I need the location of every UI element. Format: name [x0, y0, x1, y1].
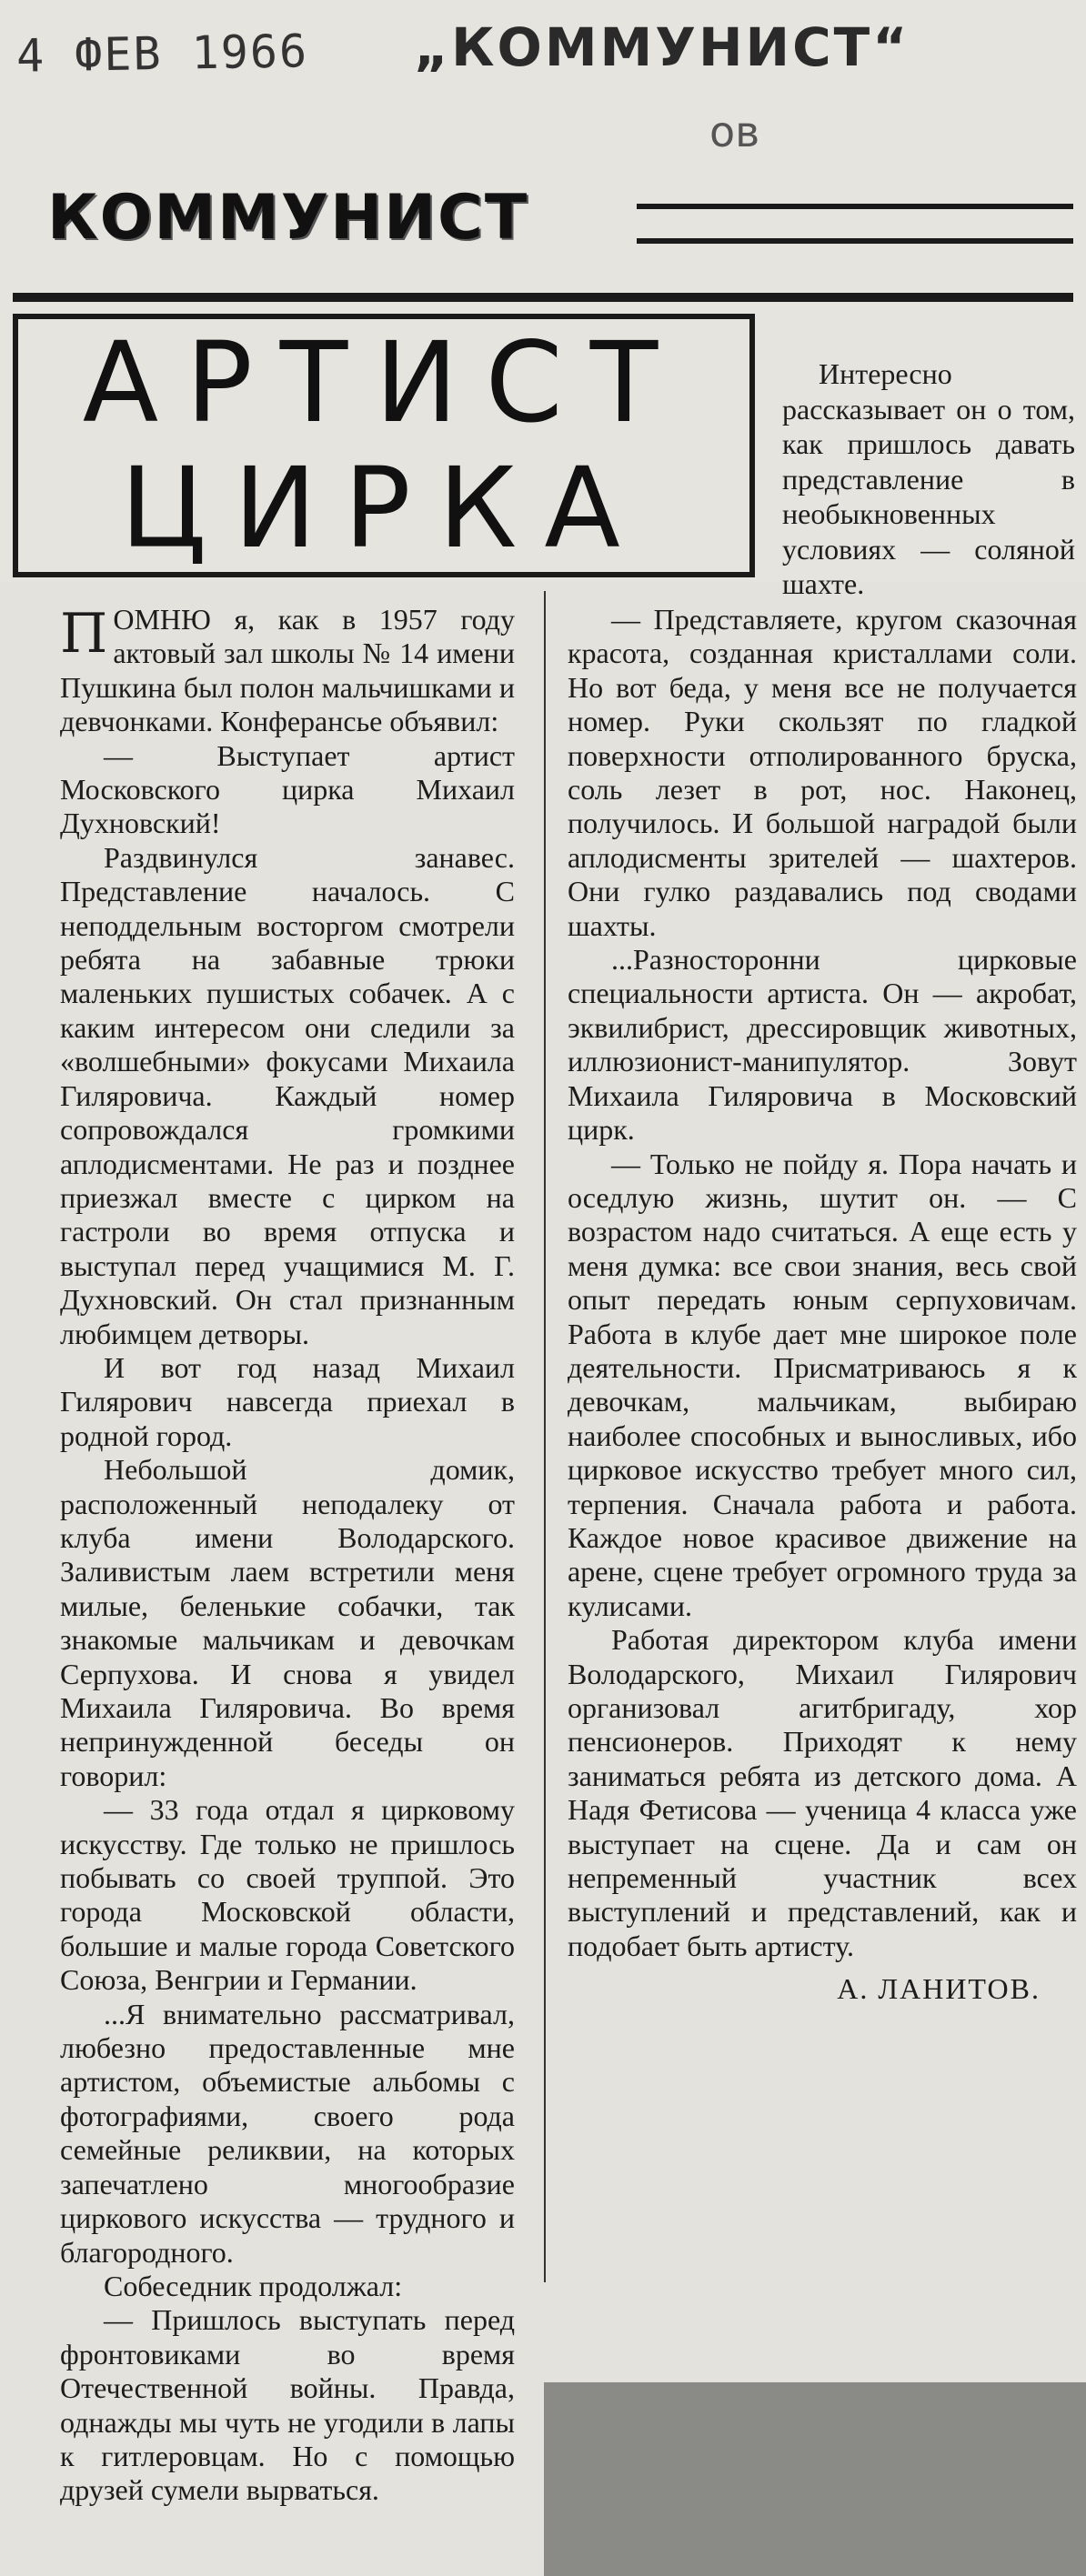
paragraph: И вот год назад Михаил Гилярович навсегда приехал в родной город. — [60, 1350, 515, 1452]
drop-cap: П — [60, 602, 108, 666]
lead-paragraph: Интересно рассказывает он о том, как пришлось давать представление в необыкновенных условиях — соляной шахте. — [782, 357, 1075, 600]
paragraph: Собеседник продолжал: — [104, 2269, 403, 2302]
paragraph: ...Я внимательно рассматривал, любезно предоставленные мне артистом, объемистые альбомы с фотографиями, своего рода семейные реликвии, на которых запечатлено многообразие циркового искусства — трудного и благородного. — [60, 1997, 515, 2269]
header-divider — [13, 293, 1073, 302]
paragraph: — Представляете, кругом сказочная красота, созданная кристаллами соли. Но вот беда, у меня все не получается номер. Руки скользят по гладкой поверхности отполированного бруска, соль лезет в рот, нос. Наконец, получилось. И большой наградой были аплодисменты зрителей — шахтеров. Они гулко раздавались под сводами шахты. — [568, 603, 1077, 942]
date-stamp: 4 ФЕВ 1966 — [15, 25, 309, 83]
paragraph: — Выступает артист Московского цирка Михаил Духновский! — [60, 738, 515, 840]
article-left-column — [60, 603, 515, 2508]
paragraph — [60, 603, 515, 739]
newspaper-name-stamp: „КОММУНИСТ“ — [414, 16, 910, 78]
city-stamp: ов — [709, 107, 760, 156]
headline-line-2: ЦИРКА — [120, 444, 648, 573]
author-signature: А. ЛАНИТОВ. — [837, 1972, 1041, 2006]
paragraph: Небольшой домик, расположенный неподалеку от клуба имени Володарского. Заливистым лаем встретили меня милые, беленькие собачки, так знакомые мальчикам и девочкам Серпухова. И снова я увидел Михаила Гиляровича. Во время непринужденной беседы он говорил: — [60, 1453, 515, 1792]
paragraph: — Пришлось выступать перед фронтовиками во время Отечественной войны. Правда, однажды мы чуть не угодили в лапы к гитлеровцам. Но с помощью друзей сумели вырваться. — [60, 2303, 515, 2507]
paragraph: ...Разносторонни цирковые специальности артиста. Он — акробат, эквилибрист, дрессировщик животных, иллюзионист-манипулятор. Зовут Михаила Гиляровича в Московский цирк. — [568, 943, 1077, 1147]
masthead-rule-top — [637, 204, 1073, 209]
paragraph: — 33 года отдал я цирковому искусству. Где только не пришлось побывать со своей труппой. Это города Московской области, большие и малые города Советского Союза, Венгрии и Германии. — [60, 1793, 515, 1997]
headline-line-1: АРТИСТ — [82, 318, 686, 447]
article-lead — [782, 356, 1075, 602]
column-divider — [544, 591, 546, 2282]
newspaper-masthead: КОММУНИСТ — [47, 182, 529, 254]
paragraph: Работая директором клуба имени Володарского, Михаил Гилярович организовал агитбригаду, хор пенсионеров. Приходят к нему заниматься ребята из детского дома. А Надя Фетисова — ученица 4 класса уже выступает на сцене. Да и сам он непременный участник всех выступлений и представлений, как и подобает быть артисту. — [568, 1623, 1077, 1962]
article-right-column — [568, 603, 1077, 2007]
paragraph-text: ОМНЮ я, как в 1957 году актовый зал школы № 14 имени Пушкина был полон мальчишками и девчонками. Конферансье объявил: — [60, 603, 515, 738]
paragraph: — Только не пойду я. Пора начать и оседлую жизнь, шутит он. — С возрастом надо считаться. А еще есть у меня думка: все свои знания, весь свой опыт передать юным серпуховичам. Работа в клубе дает мне широкое поле деятельности. Присматриваюсь я к девочкам, мальчикам, выбираю наиболее способных и выносливых, ибо цирковое искусство требует много сил, терпения. Сначала работа и работа. Каждое новое красивое движение на арене, сцене требует огромного труда за кулисами. — [568, 1147, 1077, 1622]
masthead-rule-bottom — [637, 238, 1073, 244]
paragraph: Раздвинулся занавес. Представление началось. С неподдельным восторгом смотрели ребята на забавные трюки маленьких пушистых собачек. А с каким интересом они следили за «волшебными» фокусами Михаила Гиляровича. Каждый номер сопровождался громкими аплодисментами. Не раз и позднее приезжал вместе с цирком на гастроли во время отпуска и выступал перед учащимися М. Г. Духновский. Он стал признанным любимцем детворы. — [60, 840, 515, 1350]
